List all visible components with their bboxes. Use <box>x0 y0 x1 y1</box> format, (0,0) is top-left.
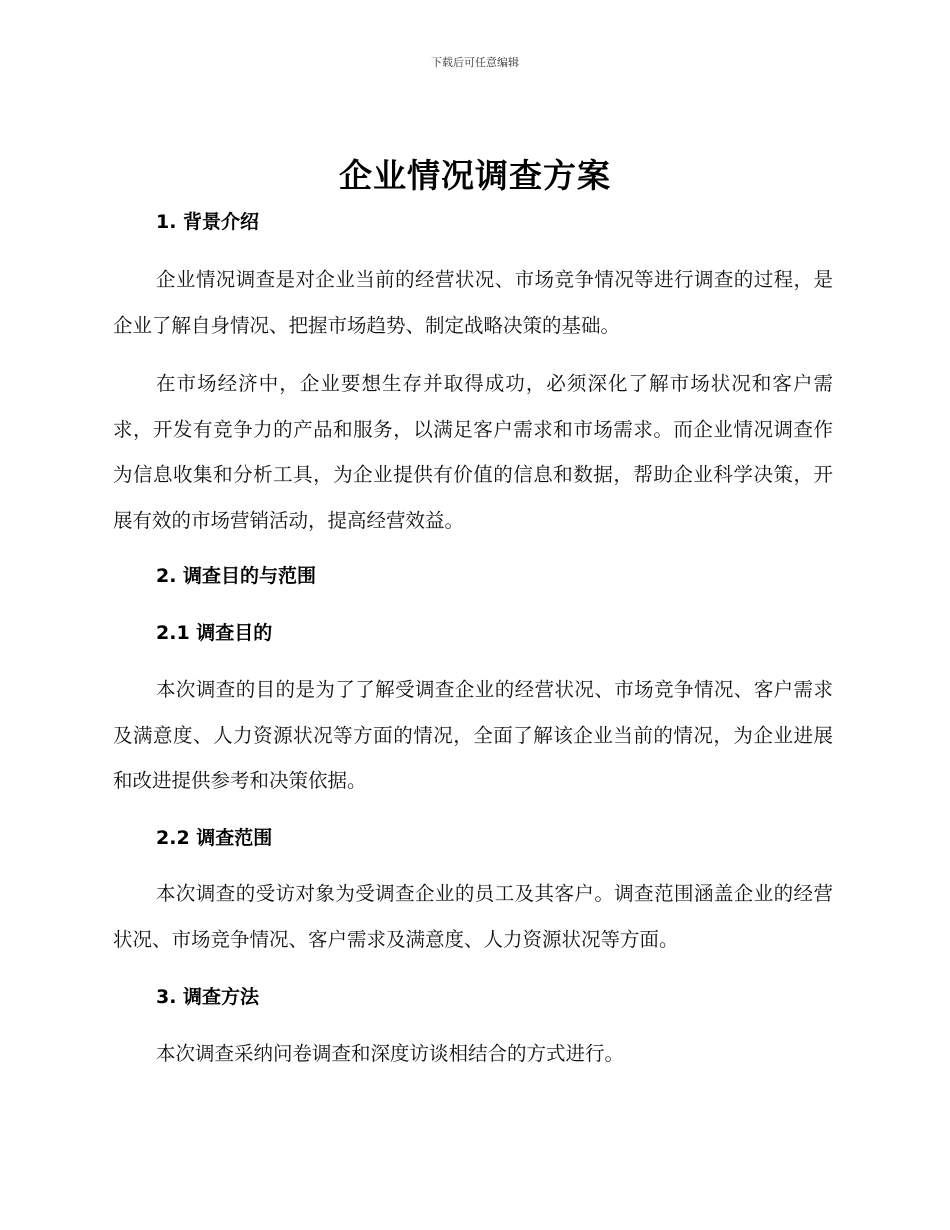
section-heading-2: 2. 调查目的与范围 <box>156 565 317 587</box>
paragraph-3-1: 本次调查采纳问卷调查和深度访谈相结合的方式进行。 <box>156 1042 625 1065</box>
section-heading-1: 1. 背景介绍 <box>156 211 260 233</box>
paragraph-1-1: 企业情况调查是对企业当前的经营状况、市场竞争情况等进行调查的过程，是企业了解自身情况、把握市场趋势、制定战略决策的基础。 <box>113 268 833 337</box>
document-title: 企业情况调查方案 <box>339 156 611 195</box>
section-heading-2-2: 2.2 调查范围 <box>156 827 273 849</box>
section-heading-3: 3. 调查方法 <box>156 986 260 1008</box>
paragraph-2-2: 本次调查的受访对象为受调查企业的员工及其客户。调查范围涵盖企业的经营状况、市场竞争情况、客户需求及满意度、人力资源状况等方面。 <box>113 882 833 951</box>
paragraph-1-2: 在市场经济中，企业要想生存并取得成功，必须深化了解市场状况和客户需求，开发有竞争力的产品和服务，以满足客户需求和市场需求。而企业情况调查作为信息收集和分析工具，为企业提供有价值的信息和数据，帮助企业科学决策，开展有效的市场营销活动，提高经营效益。 <box>113 372 833 532</box>
paragraph-2-1: 本次调查的目的是为了了解受调查企业的经营状况、市场竞争情况、客户需求及满意度、人力资源状况等方面的情况，全面了解该企业当前的情况，为企业进展和改进提供参考和决策依据。 <box>113 678 833 792</box>
section-heading-2-1: 2.1 调查目的 <box>156 622 273 644</box>
running-header: 下载后可任意编辑 <box>431 56 519 69</box>
